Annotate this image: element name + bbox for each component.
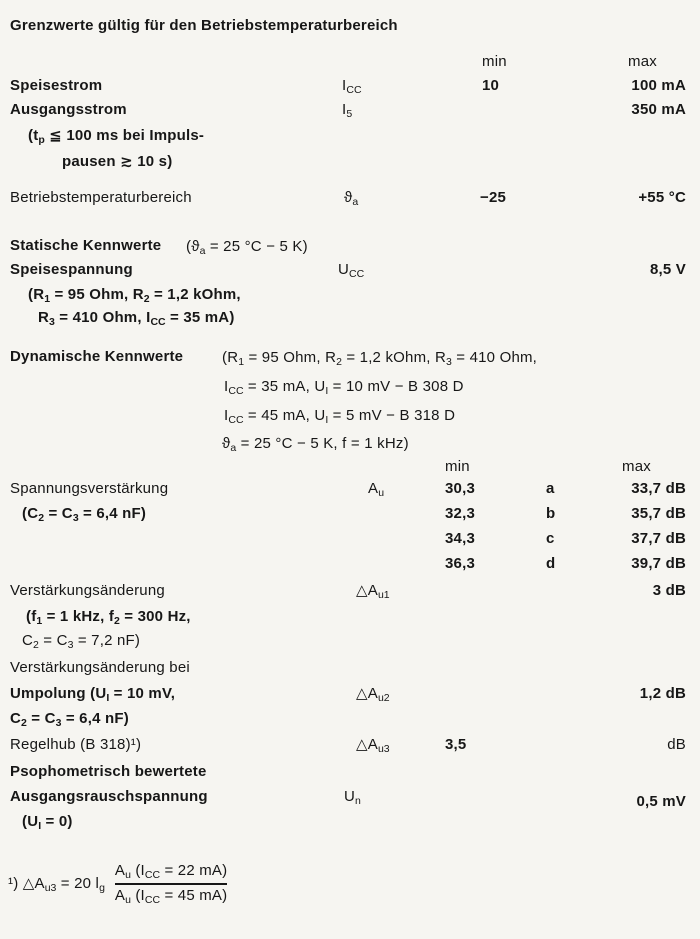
dynamisch-cond-line2: $I_{CC} = 35$ mA, $U_I = 10$ mV − B 308 D — [224, 378, 464, 397]
ausgangsstrom-label: Ausgangsstrom — [10, 101, 127, 118]
dynamisch-heading: Dynamische Kennwerte — [10, 348, 184, 365]
temperatur-min: −25 — [480, 189, 507, 206]
footnote-formula — [8, 862, 227, 906]
dynamisch-cond-line4: $ϑ_a = 25$ °C − 5 K, f = 1 kHz) — [222, 435, 409, 454]
umpolung-label-line1: Verstärkungsänderung bei — [10, 659, 190, 676]
temperatur-symbol: $ϑ_a$ — [344, 189, 359, 208]
pulse-cond-line2: pausen ≳ 10 s) — [62, 153, 173, 170]
ausgangsstrom-max: 350 mA — [631, 101, 686, 118]
gain-variant-d-max: 39,7 dB — [631, 555, 686, 572]
gainchange-max: 3 dB — [652, 582, 686, 599]
limits-min-header: min — [482, 53, 507, 70]
dynamisch-cond-line3: $I_{CC} = 45$ mA, $U_I = 5$ mV − B 318 D — [224, 407, 456, 426]
regelhub-max-unit: dB — [667, 736, 686, 753]
temperatur-max: +55 °C — [638, 189, 686, 206]
footnote-prefix: ¹) $\triangle A_{u3} = 20$ $l_g$ — [8, 874, 105, 894]
gain-variant-b-grade: b — [546, 505, 556, 522]
speisestrom-min: 10 — [482, 77, 500, 94]
umpolung-label-line2: Umpolung ($U_I = 10$ mV, — [10, 685, 176, 704]
gain-variant-c-grade: c — [546, 530, 555, 547]
rauschen-label-line3: $(U_I = 0)$ — [22, 813, 73, 832]
speisespannung-symbol: $U_{CC}$ — [338, 261, 365, 280]
gain-label: Spannungsverstärkung — [10, 480, 169, 497]
gain-variant-a-grade: a — [546, 480, 555, 497]
statisch-cond-line2: $R_3 = 410$ Ohm, $I_{CC} = 35$ mA) — [38, 309, 235, 328]
gain-cond: ($C_2 = C_3 = 6,4$ nF) — [22, 505, 147, 524]
gain-variant-b-max: 35,7 dB — [631, 505, 686, 522]
ausgangsstrom-symbol: $I_5$ — [342, 101, 353, 120]
speisespannung-label: Speisespannung — [10, 261, 133, 278]
dynamisch-min-header: min — [445, 458, 470, 475]
umpolung-symbol: $\triangle A_{u2}$ — [356, 685, 390, 704]
speisespannung-max: 8,5 V — [649, 261, 686, 278]
umpolung-max: 1,2 dB — [639, 685, 686, 702]
gain-variant-a-min: 30,3 — [445, 480, 475, 497]
gain-symbol: $A_u$ — [368, 480, 385, 499]
footnote-fraction — [115, 862, 227, 906]
umpolung-label-line3: $C_2 = C_3 = 6,4$ nF) — [10, 710, 129, 729]
pulse-cond-line1: ($t_p$ ≦ 100 ms bei Impuls- — [28, 127, 205, 146]
gain-variant-d-grade: d — [546, 555, 556, 572]
page-title: Grenzwerte gültig für den Betriebstemperaturbereich — [10, 17, 398, 34]
rauschen-label-line1: Psophometrisch bewertete — [10, 763, 207, 780]
gain-variant-d-min: 36,3 — [445, 555, 475, 572]
gainchange-symbol: $\triangle A_{u1}$ — [356, 582, 390, 601]
gain-variant-b-min: 32,3 — [445, 505, 475, 522]
speisestrom-max: 100 mA — [631, 77, 686, 94]
regelhub-symbol: $\triangle A_{u3}$ — [356, 736, 390, 755]
regelhub-min: 3,5 — [445, 736, 467, 753]
gainchange-cond-line1: ($f_1 = 1$ kHz, $f_2 = 300$ Hz, — [26, 608, 191, 627]
statisch-cond-line1: ($R_1 = 95$ Ohm, $R_2 = 1,2$ kOhm, — [28, 286, 241, 305]
footnote-denominator: $A_u$ ($I_{CC} = 45$ mA) — [115, 883, 227, 906]
temperatur-label: Betriebstemperaturbereich — [10, 189, 192, 206]
dynamisch-max-header: max — [622, 458, 651, 475]
rauschen-label-line2: Ausgangsrauschspannung — [10, 788, 208, 805]
gainchange-label: Verstärkungsänderung — [10, 582, 165, 599]
gainchange-cond-line2: $C_2 = C_3 = 7,2$ nF) — [22, 632, 141, 651]
rauschen-max: 0,5 mV — [636, 793, 686, 810]
statisch-heading-cond: ($ϑ_a = 25$ °C − 5 K) — [186, 238, 308, 257]
dynamisch-cond-line1: ($R_1 = 95$ Ohm, $R_2 = 1,2$ kOhm, $R_3 = 410$ Ohm, — [222, 349, 538, 368]
speisestrom-label: Speisestrom — [10, 77, 103, 94]
statisch-heading: Statische Kennwerte — [10, 237, 162, 254]
limits-max-header: max — [628, 53, 657, 70]
gain-variant-c-min: 34,3 — [445, 530, 475, 547]
gain-variant-c-max: 37,7 dB — [631, 530, 686, 547]
footnote-numerator: $A_u$ ($I_{CC} = 22$ mA) — [114, 862, 228, 881]
rauschen-symbol: $U_n$ — [344, 788, 361, 807]
regelhub-label: Regelhub (B 318)¹) — [10, 736, 142, 753]
gain-variant-a-max: 33,7 dB — [631, 480, 686, 497]
speisestrom-symbol: $I_{CC}$ — [342, 77, 362, 96]
